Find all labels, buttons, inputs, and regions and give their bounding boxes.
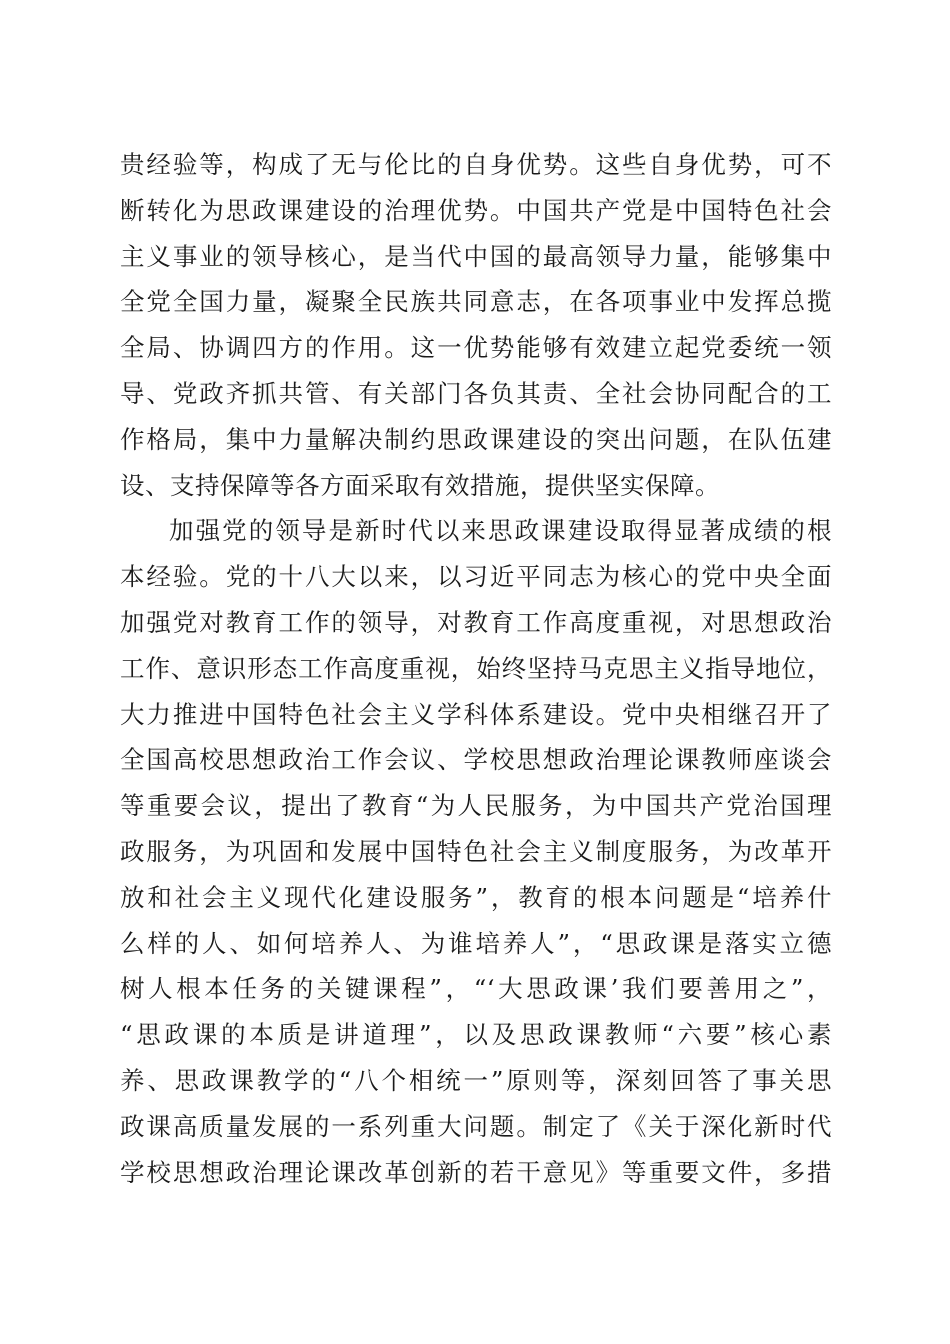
text-line: 主义事业的领导核心，是当代中国的最高领导力量，能够集中 (120, 241, 832, 271)
text-line: 加强党对教育工作的领导，对教育工作高度重视，对思想政治 (120, 607, 832, 637)
paragraph-2 (120, 508, 832, 1195)
text-line: 加强党的领导是新时代以来思政课建设取得显著成绩的根 (169, 516, 832, 546)
text-line: 放和社会主义现代化建设服务”，教育的根本问题是“培养什 (120, 882, 832, 912)
text-line: 设、支持保障等各方面采取有效措施，提供坚实保障。 (120, 470, 720, 500)
text-line: 作格局，集中力量解决制约思政课建设的突出问题，在队伍建 (120, 424, 832, 454)
paragraph-1 (120, 142, 832, 508)
text-line: 么样的人、如何培养人、为谁培养人”，“思政课是落实立德 (120, 928, 832, 958)
text-line: 树人根本任务的关键课程”，“‘大思政课’我们要善用之”， (120, 974, 832, 1004)
text-line: 学校思想政治理论课改革创新的若干意见》等重要文件，多措 (120, 1157, 832, 1187)
text-line: 全局、协调四方的作用。这一优势能够有效建立起党委统一领 (120, 333, 832, 363)
body-text (120, 142, 832, 1195)
text-line: 全党全国力量，凝聚全民族共同意志，在各项事业中发挥总揽 (120, 287, 832, 317)
text-line: 本经验。党的十八大以来，以习近平同志为核心的党中央全面 (120, 562, 832, 592)
text-line: 等重要会议，提出了教育“为人民服务，为中国共产党治国理 (120, 791, 832, 821)
text-line: 全国高校思想政治工作会议、学校思想政治理论课教师座谈会 (120, 745, 832, 775)
text-line: 政课高质量发展的一系列重大问题。制定了《关于深化新时代 (120, 1111, 832, 1141)
text-line: 导、党政齐抓共管、有关部门各负其责、全社会协同配合的工 (120, 378, 832, 408)
text-line: 工作、意识形态工作高度重视，始终坚持马克思主义指导地位， (120, 653, 832, 683)
text-line: 大力推进中国特色社会主义学科体系建设。党中央相继召开了 (120, 699, 832, 729)
text-line: 政服务，为巩固和发展中国特色社会主义制度服务，为改革开 (120, 836, 832, 866)
text-line: 养、思政课教学的“八个相统一”原则等，深刻回答了事关思 (120, 1065, 832, 1095)
text-line: 贵经验等，构成了无与伦比的自身优势。这些自身优势，可不 (120, 150, 832, 179)
text-line: “思政课的本质是讲道理”，以及思政课教师“六要”核心素 (120, 1020, 832, 1050)
text-line: 断转化为思政课建设的治理优势。中国共产党是中国特色社会 (120, 195, 832, 225)
